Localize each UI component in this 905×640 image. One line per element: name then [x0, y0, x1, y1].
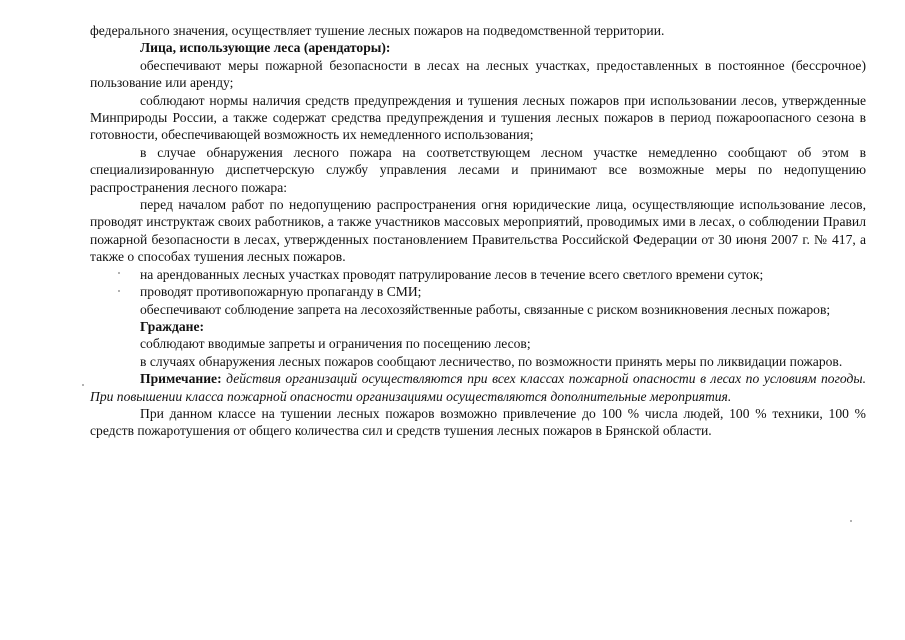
- tenants-item-7: обеспечивают соблюдение запрета на лесохозяйственные работы, связанные с риском возникновения лесных пожаров;: [140, 301, 831, 317]
- citizens-item-1: соблюдают вводимые запреты и ограничения по посещению лесов;: [140, 336, 531, 352]
- tenants-item-5: на арендованных лесных участках проводят патрулирование лесов в течение всего светлого времени суток;: [140, 266, 764, 282]
- scan-speck: [118, 290, 120, 292]
- tenants-item-1: обеспечивают меры пожарной безопасности в лесах на лесных участках, предоставленных в постоянное (бессрочное) пользование или аренду;: [90, 57, 866, 91]
- intro-paragraph: федерального значения, осуществляет тушение лесных пожаров на подведомственной территории.: [90, 23, 665, 38]
- note-text: действия организаций осуществляются при всех классах пожарной опасности в лесах по условиям погоды. При повышении класса пожарной опасности организациями осуществляются дополнительные мероприятия.: [90, 371, 866, 404]
- note-label: Примечание:: [140, 371, 222, 387]
- tenants-heading: Лица, использующие леса (арендаторы):: [140, 40, 391, 56]
- scan-speck: [82, 384, 84, 386]
- tenants-item-6: проводят противопожарную пропаганду в СМИ;: [140, 284, 422, 300]
- tenants-item-2: соблюдают нормы наличия средств предупреждения и тушения лесных пожаров при использовании лесов, утвержденные Минприроды России, а также содержат средства предупреждения и тушения лесных пожаров в период пожароопасного сезона в готовности, обеспечивающей возможность их немедленного использования;: [90, 92, 866, 143]
- tenants-item-3: в случае обнаружения лесного пожара на соответствующем лесном участке немедленно сообщают об этом в специализированную диспетчерскую службу управления лесами и принимают все возможные меры по недопущению распространения лесного пожара:: [90, 144, 866, 195]
- citizens-heading: Граждане:: [140, 318, 205, 334]
- scan-speck: [118, 272, 120, 274]
- citizens-item-2: в случаях обнаружения лесных пожаров сообщают лесничество, по возможности принять меры по ликвидации пожаров.: [140, 353, 843, 369]
- document-page: [90, 22, 866, 440]
- final-paragraph: При данном классе на тушении лесных пожаров возможно привлечение до 100 % числа людей, 100 % техники, 100 % средств пожаротушения от общего количества сил и средств тушения лесных пожаров в Брянской области.: [90, 405, 866, 439]
- note-paragraph: [90, 370, 866, 405]
- scan-speck: [850, 520, 852, 522]
- tenants-item-4: перед началом работ по недопущению распространения огня юридические лица, осуществляющие использование лесов, проводят инструктаж своих работников, а также участников массовых мероприятий, проводимых ими в лесах, о соблюдении Правил пожарной безопасности в лесах, утвержденных постановлением Правительства Российской Федерации от 30 июня 2007 г. № 417, а также о способах тушения лесных пожаров.: [90, 197, 866, 265]
